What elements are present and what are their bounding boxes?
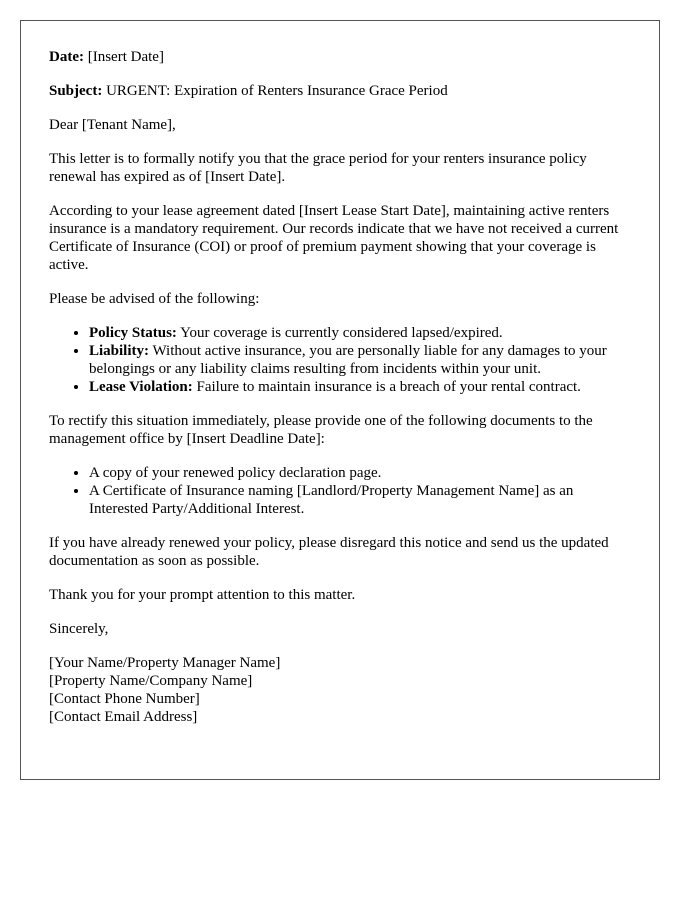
list-item-label: Policy Status: (89, 325, 177, 341)
subject-label: Subject: (49, 83, 103, 99)
date-value: [Insert Date] (83, 49, 164, 65)
documents-list (49, 464, 631, 518)
list-item (89, 378, 631, 396)
list-item: • A Certificate of Insurance naming [Landlord/Property Management Name] as an Interested Party/Additional Interest. (89, 482, 631, 518)
signature-phone: [Contact Phone Number] (49, 691, 200, 707)
salutation: Dear [Tenant Name], (49, 117, 176, 133)
list-item-text: Your coverage is currently considered lapsed/expired. (176, 325, 503, 341)
thanks-paragraph: Thank you for your prompt attention to this matter. (49, 587, 356, 603)
letter-document (20, 20, 660, 780)
list-item-text: Without active insurance, you are personally liable for any damages to your belongings or any liability claims resulting from incidents within your unit. (89, 343, 607, 377)
notice-paragraph: This letter is to formally notify you that the grace period for your renters insurance policy renewal has expired as of [Insert Date]. (49, 151, 587, 185)
rectify-intro: To rectify this situation immediately, please provide one of the following documents to the management office by [Insert Deadline Date]: (49, 413, 593, 447)
signature-email: [Contact Email Address] (49, 709, 198, 725)
already-renewed-paragraph: If you have already renewed your policy, please disregard this notice and send us the updated documentation as soon as possible. (49, 535, 609, 569)
list-item: • A copy of your renewed policy declaration page. (89, 464, 631, 482)
signature-block (49, 654, 631, 726)
closing: Sincerely, (49, 621, 109, 637)
date-line (49, 48, 631, 66)
list-item-text: Failure to maintain insurance is a breach of your rental contract. (192, 379, 581, 395)
signature-company: [Property Name/Company Name] (49, 673, 253, 689)
list-item-label: Lease Violation: (89, 379, 193, 395)
date-label: Date: (49, 49, 84, 65)
advised-list (49, 324, 631, 396)
lease-requirement-paragraph: According to your lease agreement dated [Insert Lease Start Date], maintaining active renters insurance is a mandatory requirement. Our records indicate that we have not received a current Certificate of Insurance (COI) or proof of premium payment showing that your coverage is active. (49, 203, 619, 273)
advised-intro: Please be advised of the following: (49, 291, 260, 307)
subject-line (49, 82, 631, 100)
list-item (89, 324, 631, 342)
list-item (89, 342, 631, 378)
list-item-label: Liability: (89, 343, 150, 359)
signature-name: [Your Name/Property Manager Name] (49, 655, 281, 671)
subject-value: URGENT: Expiration of Renters Insurance Grace Period (102, 83, 448, 99)
